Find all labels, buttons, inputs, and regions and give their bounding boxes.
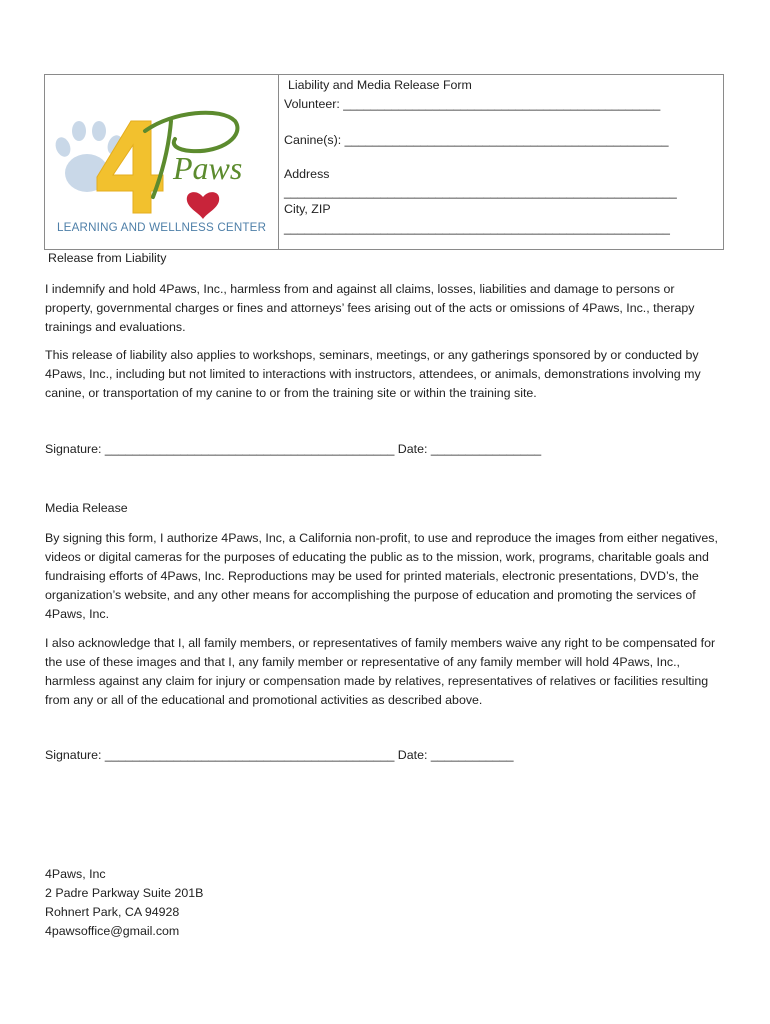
- liability-paragraph-2: This release of liability also applies to workshops, seminars, meetings, or any gatherings sponsored by or conducted by 4Paws, Inc., including but not limited to interactions with instructors, attendees, or animals, demonstrations involving my canine, or transportation of my canine to or from the training site or within the training site.: [45, 348, 701, 400]
- heart-icon: [187, 192, 219, 219]
- address-field[interactable]: _________________________________________________________: [284, 185, 677, 199]
- numeral-four-icon: [97, 121, 163, 213]
- org-name: 4Paws, Inc: [45, 867, 106, 881]
- city-zip-label: City, ZIP: [284, 202, 331, 216]
- form-title: Liability and Media Release Form: [288, 78, 472, 92]
- organization-address: [45, 865, 203, 941]
- city-zip-field[interactable]: ________________________________________________________: [284, 221, 670, 235]
- volunteer-field[interactable]: Volunteer: ______________________________________________: [284, 97, 661, 111]
- header-table: [44, 74, 724, 250]
- media-signature-line[interactable]: Signature: __________________________________________ Date: ____________: [45, 748, 514, 762]
- liability-heading: Release from Liability: [48, 251, 167, 265]
- logo-script-text: Paws: [173, 150, 243, 186]
- media-heading: Media Release: [45, 501, 128, 515]
- logo-cell: [45, 75, 278, 249]
- org-city: Rohnert Park, CA 94928: [45, 905, 180, 919]
- org-street: 2 Padre Parkway Suite 201B: [45, 886, 204, 900]
- media-paragraph-1: By signing this form, I authorize 4Paws, Inc, a California non-profit, to use and reproduce the images from either negatives, videos or digital cameras for the purposes of educating the public as to the mission, work, programs, charitable goals and fundraising efforts of 4Paws, Inc. Reproductions may be used for printed materials, electronic presentations, DVD’s, the organization’s website, and any other means for accomplishing the purpose of education and promoting the services of 4Paws, Inc.: [45, 531, 718, 621]
- header-divider: [278, 75, 279, 249]
- script-p-icon: [145, 113, 237, 151]
- liability-signature-line[interactable]: Signature: __________________________________________ Date: ________________: [45, 442, 542, 456]
- address-label: Address: [284, 167, 330, 181]
- canine-field[interactable]: Canine(s): _______________________________________________: [284, 133, 669, 147]
- org-email[interactable]: 4pawsoffice@gmail.com: [45, 924, 180, 938]
- media-paragraph-2: I also acknowledge that I, all family members, or representatives of family members waive any right to be compensated for the use of these images and that I, any family member or representative of any family member will hold 4Paws, Inc., harmless against any claim for injury or compensation made by relatives, representatives of relatives or facilities resulting from any or all of the educational and promotional activities as described above.: [45, 636, 716, 707]
- 4paws-logo-icon: [53, 101, 245, 233]
- liability-paragraph-1: I indemnify and hold 4Paws, Inc., harmless from and against all claims, losses, liabilities and damage to persons or property, governmental charges or fines and attorneys’ fees arising out of the acts or omissions of 4Paws, Inc., therapy trainings and evaluations.: [45, 282, 695, 334]
- logo-caption: LEARNING AND WELLNESS CENTER: [57, 221, 267, 234]
